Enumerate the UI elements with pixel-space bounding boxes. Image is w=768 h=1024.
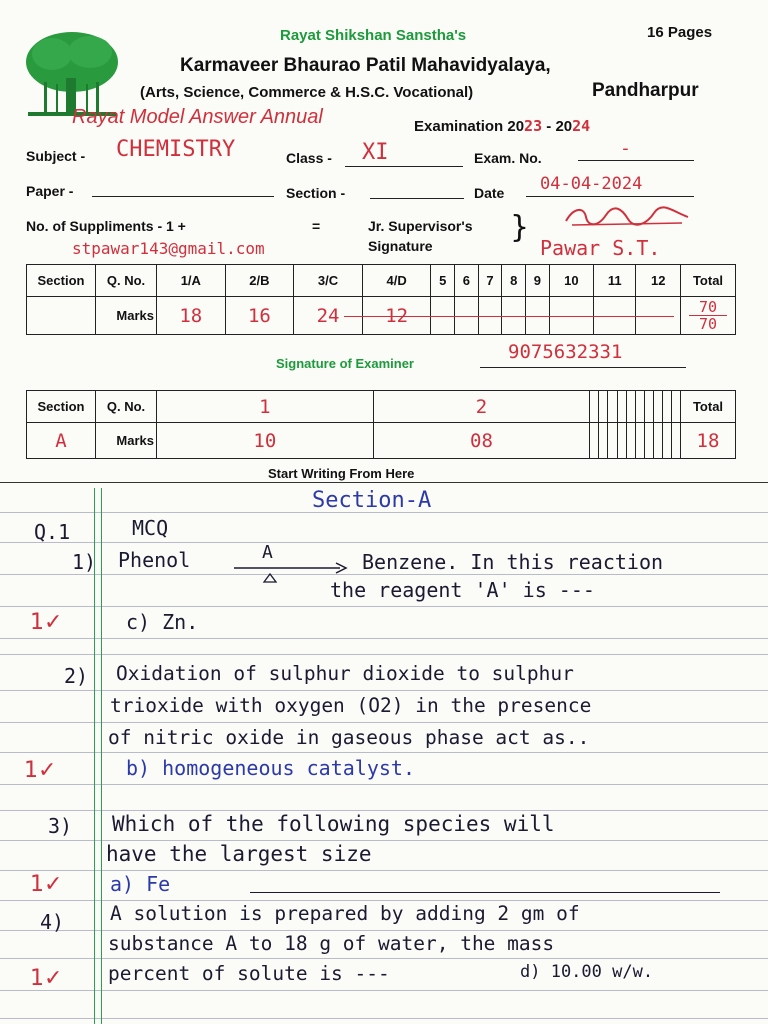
q3-number: 3) [48,814,73,838]
exam-number-value: - [620,138,631,159]
q4-line-1: A solution is prepared by adding 2 gm of [110,902,580,925]
table2-total-header: Total [681,391,736,423]
q2-line-1: Oxidation of sulphur dioxide to sulphur [116,662,574,685]
table2-section-header: Section [27,391,96,423]
table1-mark-4: 12 [362,297,431,335]
marks-table-questions [26,390,736,459]
signature-label: Signature [368,238,433,254]
table2-mark-4 [599,423,608,459]
table2-q-8 [635,391,644,423]
table1-section-cell [27,297,96,335]
examiner-underline [480,367,686,368]
table2-mark-5 [608,423,617,459]
table2-q-11 [662,391,671,423]
table1-mark-3: 24 [294,297,363,335]
table1-col-4: 4/D [362,265,431,297]
table1-col-11: 11 [594,265,636,297]
table2-q-3 [590,391,599,423]
q4-number: 4) [40,910,65,934]
table2-mark-3 [590,423,599,459]
subject-label: Subject - [26,148,86,164]
paper-underline [92,196,274,197]
table2-q-12 [671,391,680,423]
supervisor-name: Pawar S.T. [540,236,661,260]
table2-marks-label: Marks [96,423,157,459]
q2-line-2: trioxide with oxygen (O2) in the presence [110,694,592,717]
q3-tick-mark: 1✓ [30,872,63,897]
table2-mark-12 [671,423,680,459]
paper-label: Paper - [26,183,74,199]
table1-col-5: 5 [431,265,455,297]
year-start: 23 [524,117,543,135]
table2-mark-7 [626,423,635,459]
table1-total-cell [681,297,736,335]
q2-answer: b) homogeneous catalyst. [126,756,415,780]
table1-total-value: 70 [689,299,727,316]
start-writing-rule [0,482,768,483]
page-count: 16 Pages [647,24,713,41]
supervisor-signature [562,203,692,231]
table1-col-9: 9 [526,265,550,297]
table1-mark-1: 18 [157,297,226,335]
email-value: stpawar143@gmail.com [72,239,265,258]
section-field-label: Section - [286,185,346,201]
table1-col-6: 6 [455,265,479,297]
class-underline [345,166,463,167]
date-underline [526,196,694,197]
section-title: Section-A [312,488,432,513]
table2-mark-9 [644,423,653,459]
section-underline [370,198,464,199]
table1-strike-line [344,316,674,317]
class-value: XI [362,140,389,165]
table1-col-7: 7 [478,265,502,297]
table1-col-1: 1/A [157,265,226,297]
q3-answer-underline [250,892,720,893]
class-label: Class - [286,150,332,166]
suppliments-label: No. of Suppliments - 1 + [26,218,186,234]
suppliments-equals: = [312,218,321,234]
table2-q-1: 1 [157,391,374,423]
q4-line-2: substance A to 18 g of water, the mass [108,932,555,955]
table2-section-value: A [27,423,96,459]
table1-col-8: 8 [502,265,526,297]
college-town: Pandharpur [592,80,699,101]
table2-q-7 [626,391,635,423]
table2-q-2: 2 [373,391,590,423]
q4-answer: d) 10.00 w/w. [520,962,654,982]
q4-line-3: percent of solute is --- [108,962,390,985]
exam-number-underline [578,160,694,161]
supervisor-label: Jr. Supervisor's [368,218,473,234]
table1-col-10: 10 [549,265,593,297]
table2-total-value: 18 [681,423,736,459]
q3-line-1: Which of the following species will [112,812,555,836]
college-streams: (Arts, Science, Commerce & H.S.C. Vocational) [140,84,474,101]
margin-line-inner [101,488,102,1024]
q2-tick-mark: 1✓ [24,758,57,783]
model-answer-title: Rayat Model Answer Annual [72,106,323,128]
brace-icon: } [510,210,530,245]
mcq-label: MCQ [132,516,169,540]
subject-value: CHEMISTRY [116,137,236,162]
q3-line-2: have the largest size [106,842,372,866]
date-value: 04-04-2024 [540,174,643,194]
question-label: Q.1 [34,520,71,544]
table2-q-4 [599,391,608,423]
q1-text-reagent: the reagent 'A' is --- [330,578,595,602]
q1-reagent: A [262,542,273,563]
table1-col-12: 12 [636,265,681,297]
organization-name: Rayat Shikshan Sanstha's [280,27,467,44]
table2-mark-6 [617,423,626,459]
table1-col-3: 3/C [294,265,363,297]
table2-q-6 [617,391,626,423]
table2-qno-header: Q. No. [96,391,157,423]
table1-marks-label: Marks [96,297,157,335]
table2-mark-10 [653,423,662,459]
examiner-signature-value: 9075632331 [508,341,623,363]
start-writing-label: Start Writing From Here [268,466,415,481]
q3-answer: a) Fe [110,872,171,896]
table2-q-10 [653,391,662,423]
table1-section-header: Section [27,265,96,297]
table2-mark-1: 10 [157,423,374,459]
q1-number: 1) [72,550,97,574]
q1-answer: c) Zn. [126,610,199,634]
q1-text-benzene: Benzene. In this reaction [362,550,664,574]
q2-line-3: of nitric oxide in gaseous phase act as.. [108,726,590,749]
examination-label [414,117,590,135]
year-separator: - 20 [546,118,573,135]
year-end: 24 [572,117,591,135]
exam-number-label: Exam. No. [474,150,542,166]
table1-mark-2: 16 [225,297,294,335]
table2-q-9 [644,391,653,423]
examiner-signature-label: Signature of Examiner [276,356,414,371]
table1-qno-header: Q. No. [96,265,157,297]
table2-mark-8 [635,423,644,459]
q1-text-phenol: Phenol [118,548,191,572]
table1-total-header: Total [681,265,736,297]
table1-col-2: 2/B [225,265,294,297]
college-name: Karmaveer Bhaurao Patil Mahavidyalaya, [180,55,551,76]
q1-tick-mark: 1✓ [30,610,63,635]
table2-q-5 [608,391,617,423]
exam-label-text: Examination 20 [414,118,525,135]
date-label: Date [474,185,505,201]
table2-mark-2: 08 [373,423,590,459]
q4-tick-mark: 1✓ [30,966,63,991]
table2-mark-11 [662,423,671,459]
table1-total-out-of: 70 [698,315,718,333]
marks-table-sections [26,264,736,335]
q2-number: 2) [64,664,89,688]
